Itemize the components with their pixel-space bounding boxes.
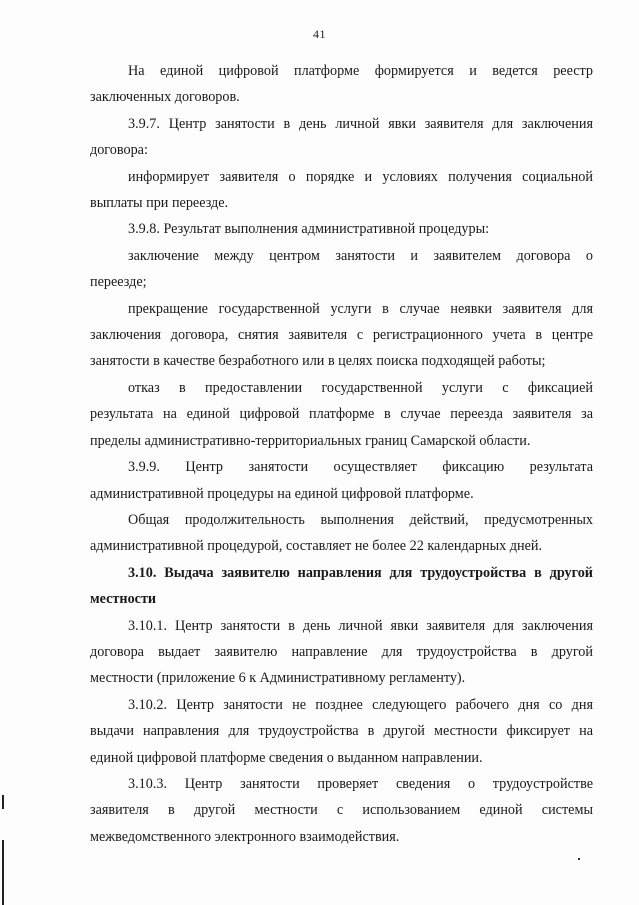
text-line: заключенных договоров. bbox=[90, 89, 240, 106]
scan-edge-mark bbox=[2, 840, 4, 905]
text-line: 3.9.7. Центр занятости в день личной явки заявителя для заключения bbox=[128, 115, 593, 132]
text-line: заявителя в другой местности с использованием единой системы bbox=[90, 802, 593, 819]
text-line: административной процедуры на единой цифровой платформе. bbox=[90, 485, 474, 502]
text-line: заключение между центром занятости и заявителем договора о bbox=[128, 247, 593, 264]
text-line: результата на единой цифровой платформе в случае переезда заявителя за bbox=[90, 406, 593, 423]
text-line: информирует заявителя о порядке и условиях получения социальной bbox=[128, 168, 593, 185]
text-line: пределы административно-территориальных границ Самарской области. bbox=[90, 432, 531, 449]
text-line: переезде; bbox=[90, 274, 147, 291]
text-line: 3.10.1. Центр занятости в день личной явки заявителя для заключения bbox=[128, 617, 593, 634]
text-line: 3.9.8. Результат выполнения административной процедуры: bbox=[128, 221, 490, 238]
text-line: заключения договора, снятия заявителя с регистрационного учета в центре bbox=[90, 327, 593, 344]
text-line: договора выдает заявителю направление для трудоустройства в другой bbox=[90, 643, 593, 660]
page-number: 41 bbox=[313, 27, 326, 41]
section-heading-line: 3.10. Выдача заявителю направления для трудоустройства в другой bbox=[128, 564, 593, 581]
text-line: единой цифровой платформе сведения о выданном направлении. bbox=[90, 749, 483, 766]
document-body bbox=[90, 58, 593, 850]
text-line: отказ в предоставлении государственной услуги с фиксацией bbox=[128, 379, 593, 396]
text-line: 3.9.9. Центр занятости осуществляет фиксацию результата bbox=[128, 459, 593, 476]
text-line: выплаты при переезде. bbox=[90, 195, 229, 212]
scan-edge-mark bbox=[2, 795, 4, 809]
text-line: административной процедурой, составляет не более 22 календарных дней. bbox=[90, 538, 543, 555]
text-line: местности (приложение 6 к Административному регламенту). bbox=[90, 670, 466, 687]
text-line: прекращение государственной услуги в случае неявки заявителя для bbox=[128, 300, 593, 317]
text-line: На единой цифровой платформе формируется и ведется реестр bbox=[128, 63, 593, 79]
text-line: выдачи направления для трудоустройства в другой местности фиксирует на bbox=[90, 723, 593, 740]
scan-speck bbox=[578, 858, 580, 860]
section-heading-line: местности bbox=[90, 591, 157, 608]
text-line: 3.10.2. Центр занятости не позднее следующего рабочего дня со дня bbox=[128, 696, 593, 713]
text-line: 3.10.3. Центр занятости проверяет сведения о трудоустройстве bbox=[128, 775, 593, 792]
text-line: межведомственного электронного взаимодействия. bbox=[90, 828, 400, 845]
text-line: Общая продолжительность выполнения действий, предусмотренных bbox=[128, 511, 593, 528]
text-line: занятости в качестве безработного или в целях поиска подходящей работы; bbox=[90, 353, 546, 370]
text-line: договора: bbox=[90, 142, 148, 159]
